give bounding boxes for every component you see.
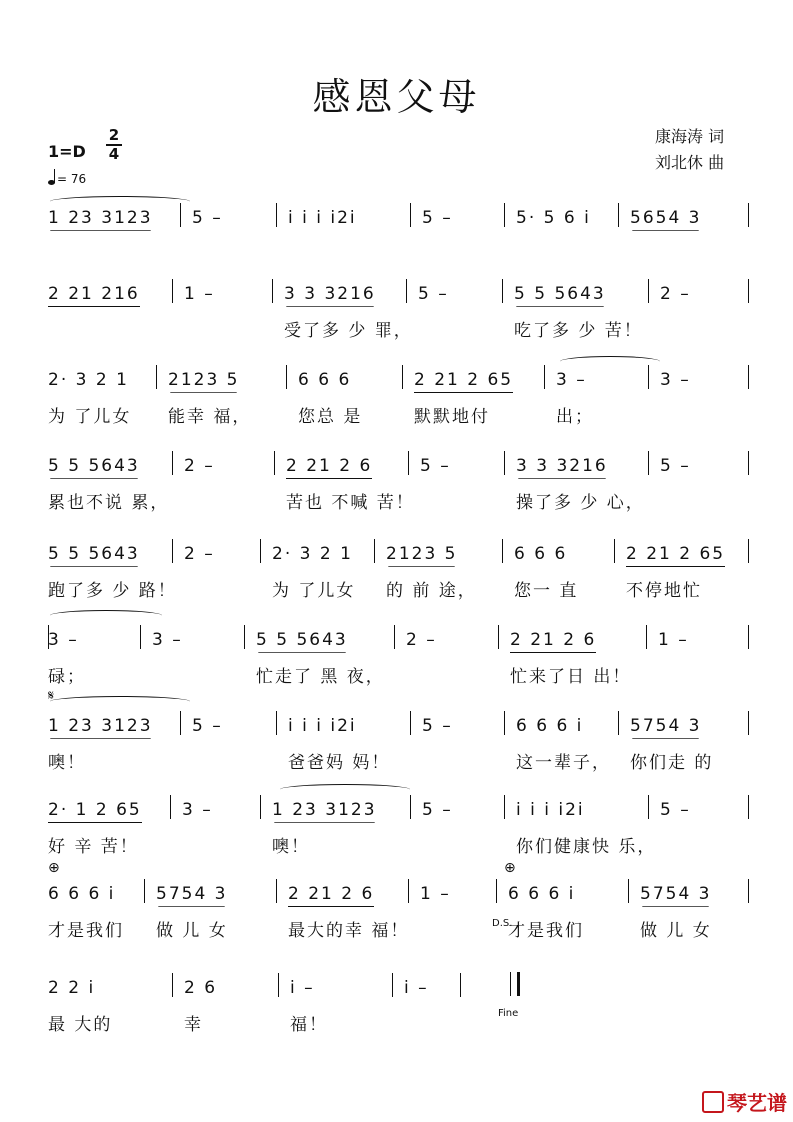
lyric-text: 爸爸妈 妈！ [288,753,391,773]
measure-notes: 3 – [556,370,587,390]
measure-notes: 1 23 3123 [272,800,377,820]
brand-logo [702,1087,787,1116]
time-signature [106,128,122,162]
measure-notes: 1 – [420,884,451,904]
lyric-text: 不停地忙 [626,581,702,601]
measure-notes: 2 – [660,284,691,304]
lyric-text: 做 儿 女 [156,921,228,941]
measure-notes: 3 – [660,370,691,390]
lyric-text: 您一 直 [514,581,579,601]
lyric-text: 噢！ [48,753,86,773]
composer-credit: 刘北休 曲 [655,153,725,172]
song-title: 感恩父母 [312,75,481,119]
measure-notes: 5 – [420,456,451,476]
measure-notes: 5 – [660,800,691,820]
tempo-marking [48,172,86,186]
key-signature: 1=D [48,142,86,161]
notes-line [48,972,748,1002]
barline [748,279,749,303]
lyric-text: 出； [556,407,594,427]
measure-notes: 1 23 3123 [48,716,153,736]
barline [748,625,749,649]
slur [560,356,660,367]
barline [748,365,749,389]
measure-notes: 5· 5 6 i [516,208,591,228]
measure-notes: 2· 3 2 1 [272,544,353,564]
lyric-text: 累也不说 累， [48,493,170,513]
score-row [48,792,748,860]
measure-notes: i – [290,978,315,998]
measure-notes: 2 – [184,456,215,476]
fine-mark: Fine [498,1008,519,1019]
slur [50,696,190,707]
measure-notes: 3 – [48,630,79,650]
lyric-text: 忙走了 黑 夜， [256,667,385,687]
measure-notes: 2 21 2 6 [286,456,372,479]
measure-notes: 1 23 3123 [48,208,153,228]
measure-notes: 1 – [184,284,215,304]
measure-notes: 2 21 2 6 [288,884,374,907]
measure-notes: 6 6 6 i [516,716,584,736]
quarter-note-icon [48,180,55,185]
notes-line [48,624,748,654]
measure-notes: 5754 3 [640,884,712,904]
lyric-text: 你们走 的 [630,753,714,773]
measure-notes: 5 – [192,716,223,736]
lyric-text: 为 了儿女 [48,407,132,427]
measure-notes: 5 5 5643 [514,284,606,304]
measure-notes: 6 6 6 i [508,884,576,904]
score-row [48,622,748,690]
score-row [48,708,748,776]
final-barline [510,972,520,996]
lyrics-line [48,916,748,942]
lyric-text: 最 大的 [48,1015,113,1035]
measure-notes: 3 – [152,630,183,650]
measure-notes: 3 – [182,800,213,820]
lyrics-line [48,832,748,858]
slur [280,784,410,795]
notes-line [48,878,748,908]
measure-notes: 2 6 [184,978,218,998]
measure-notes: 5 – [422,800,453,820]
barline [748,711,749,735]
measure-notes: 6 6 6 [298,370,352,390]
barline [748,795,749,819]
measure-notes: 2· 3 2 1 [48,370,129,390]
lyric-text: 默默地付 [414,407,490,427]
measure-notes: 2 – [406,630,437,650]
measure-notes: 2 – [184,544,215,564]
score-row [48,536,748,604]
dal-segno-mark: D.S. [492,918,513,929]
lyrics-line [48,240,748,266]
lyric-text: 为 了儿女 [272,581,356,601]
measure-notes: i i i i2i [516,800,585,820]
lyric-text: 操了多 少 心， [516,493,645,513]
lyric-text: 吃了多 少 苦！ [514,321,643,341]
score-row [48,200,748,268]
lyric-text: 最大的幸 福！ [288,921,410,941]
lyric-text: 苦也 不喊 苦！ [286,493,415,513]
lyricist-credit: 康海涛 词 [655,127,725,146]
lyrics-line [48,316,748,342]
lyrics-line [48,748,748,774]
lyrics-line [48,488,748,514]
measure-notes: 3 3 3216 [284,284,376,304]
measure-notes: 5 – [422,208,453,228]
measure-notes: 5754 3 [630,716,702,736]
measure-notes: 2 21 2 65 [626,544,725,567]
brand-name: 琴艺谱 [727,1091,787,1115]
lyrics-line [48,1010,748,1036]
measure-notes: i i i i2i [288,716,357,736]
credits [655,124,724,176]
lyric-text: 好 辛 苦！ [48,837,139,857]
brand-icon [702,1091,724,1113]
lyric-text: 福！ [290,1015,328,1035]
lyric-text: 做 儿 女 [640,921,712,941]
notes-line [48,450,748,480]
barline [748,451,749,475]
measure-notes: 2 21 2 65 [414,370,513,393]
lyric-text: 这一辈子， [516,753,611,773]
measure-notes: 5654 3 [630,208,702,228]
tempo-value: = 76 [57,172,87,186]
lyric-text: 您总 是 [298,407,363,427]
measure-notes: 5 – [660,456,691,476]
time-denominator: 4 [108,145,120,163]
score-row [48,970,748,1038]
notes-line [48,364,748,394]
lyric-text: 的 前 途， [386,581,477,601]
segno-icon: 𝄋 [48,688,55,704]
measure-notes: i – [404,978,429,998]
measure-notes: 5 5 5643 [256,630,348,650]
measure-notes: 2123 5 [168,370,240,390]
lyric-text: 受了多 少 罪， [284,321,413,341]
time-numerator: 2 [106,128,122,146]
coda-icon: ⊕ [48,860,60,876]
barline [748,203,749,227]
notes-line [48,794,748,824]
lyric-text: 幸 [184,1015,203,1035]
notes-line [48,278,748,308]
lyric-text: 才是我们 [508,921,584,941]
measure-notes: 5 5 5643 [48,544,140,564]
measure-notes: 5 – [418,284,449,304]
lyrics-line [48,402,748,428]
lyric-text: 跑了多 少 路！ [48,581,177,601]
slur [50,610,162,621]
measure-notes: i i i i2i [288,208,357,228]
notes-line [48,710,748,740]
measure-notes: 2 21 216 [48,284,140,307]
measure-notes: 6 6 6 [514,544,568,564]
measure-notes: 2 21 2 6 [510,630,596,653]
measure-notes: 3 3 3216 [516,456,608,476]
score-row [48,276,748,344]
lyric-text: 噢！ [272,837,310,857]
measure-notes: 5 – [192,208,223,228]
lyric-text: 碌； [48,667,86,687]
measure-notes: 5754 3 [156,884,228,904]
score-row [48,448,748,516]
slur [50,196,190,207]
barline [748,539,749,563]
score-row [48,362,748,430]
lyric-text: 你们健康快 乐， [516,837,657,857]
barline [748,879,749,903]
measure-notes: 1 – [658,630,689,650]
coda-icon-second: ⊕ [504,860,516,876]
measure-notes: 2· 1 2 65 [48,800,142,823]
measure-notes: 2 2 i [48,978,96,998]
score-row [48,876,748,944]
lyric-text: 能幸 福， [168,407,252,427]
lyrics-line [48,576,748,602]
lyric-text: 忙来了日 出！ [510,667,632,687]
measure-notes: 5 – [422,716,453,736]
notes-line [48,538,748,568]
measure-notes: 5 5 5643 [48,456,140,476]
measure-notes: 2123 5 [386,544,458,564]
lyric-text: 才是我们 [48,921,124,941]
lyrics-line [48,662,748,688]
measure-notes: 6 6 6 i [48,884,116,904]
